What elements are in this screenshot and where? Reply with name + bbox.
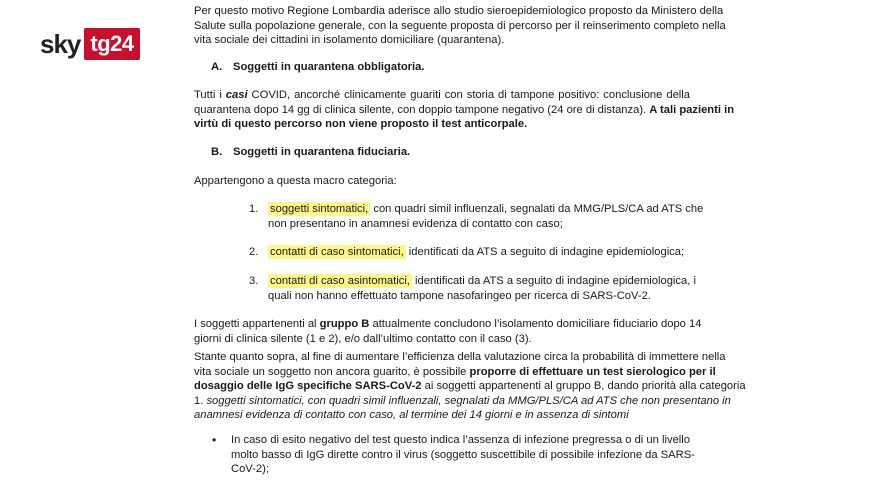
list-item-line (268, 245, 690, 260)
text: Tutti i (194, 89, 226, 101)
paragraph-line (194, 394, 731, 409)
bullet-item (231, 433, 695, 477)
text: COVID, ancorché clinicamente guariti con storia di tampone positivo: conclusione della (247, 89, 690, 101)
belong-text: Appartengono a questa macro categoria: (194, 175, 397, 187)
section-a-title: Soggetti in quarantena obbligatoria. (233, 61, 425, 73)
list-item-number: 3. (249, 275, 259, 287)
paragraph-a-line (194, 103, 735, 118)
intro-line: vita sociale dei cittadini in isolamento domiciliare (quarantena). (194, 34, 505, 46)
bullet-line: In caso di esito negativo del test questo indica l’assenza di infezione pregressa o di un livello (231, 434, 690, 446)
paragraph-line (194, 365, 716, 380)
section-b-title: Soggetti in quarantena fiduciaria. (233, 146, 411, 158)
list-item-line: non presentano in anamnesi evidenza di contatto con caso; (268, 217, 563, 230)
paragraph-line: giorni di clinica silente (1 e 2), e/o dall’ultimo contatto con il caso (3). (194, 332, 532, 345)
list-item-number: 2. (249, 246, 259, 258)
casi-emphasis: casi (225, 89, 248, 101)
list-item (268, 202, 704, 231)
section-a-letter: A. (211, 61, 223, 73)
text: quarantena dopo 14 gg di clinica silente, con doppio tampone negativo (24 ore di distanza). (194, 103, 650, 116)
text: 1. (194, 394, 207, 407)
intro-paragraph (194, 4, 726, 48)
paragraph-a-line (194, 88, 690, 103)
list-item (268, 245, 690, 260)
intro-line: Per questo motivo Regione Lombardia aderisce allo studio sieroepidemiologico proposto da Ministero della (194, 5, 724, 17)
paragraph-a-line (194, 117, 690, 132)
highlighted-text: contatti di caso asintomatici, (270, 275, 410, 287)
text: con quadri simil influenzali, segnalati da MMG/PLS/CA ad ATS che (370, 203, 704, 215)
section-b-letter: B. (211, 146, 223, 158)
text: ai soggetti appartenenti al gruppo B, dando priorità alla categoria (421, 380, 746, 392)
paragraph-line (194, 408, 690, 423)
bold-text: dosaggio delle IgG specifiche SARS-CoV-2 (194, 380, 422, 392)
list-item-line: quali non hanno effettuato tampone nasofaringeo per ricerca di SARS-CoV-2. (268, 289, 651, 302)
highlighted-text: soggetti sintomatici, (270, 203, 369, 215)
list-item-number: 1. (249, 203, 259, 215)
intro-line: Salute sulla popolazione generale, con la seguente proposta di percorso per il reinserimento completo nella (194, 19, 726, 32)
paragraph-group-b (194, 317, 702, 346)
list-item (268, 274, 696, 303)
highlighted-text: contatti di caso sintomatici, (270, 246, 404, 258)
paragraph-line: Stante quanto sopra, al fine di aumentare l’efficienza della valutazione circa la probabilità di immettere nella (194, 351, 726, 363)
bold-text: virtù di questo percorso non viene proposto il test anticorpale. (194, 118, 528, 130)
logo-tg24-text: tg24 (84, 28, 139, 60)
bullet-line: CoV-2); (231, 463, 269, 475)
bold-text: A tali pazienti in (649, 103, 735, 116)
paragraph-a (194, 88, 735, 132)
sky-tg24-logo (40, 28, 140, 60)
italic-text: anamnesi evidenza di contatto con caso, al termine dei 14 giorni e in assenza di sintomi (194, 409, 629, 421)
text: identificati da ATS a seguito di indagine epidemiologica; (405, 246, 685, 258)
logo-sky-text: sky (40, 29, 81, 59)
paragraph-stante (194, 350, 746, 423)
text: vita sociale un soggetto non ancora guarito, è possibile (194, 365, 470, 378)
bold-text: proporre di effettuare un test sierologico per il (469, 365, 716, 378)
list-item-line (268, 274, 696, 289)
bullet-icon: • (212, 433, 217, 447)
bold-text: gruppo B (319, 318, 370, 330)
text: I soggetti appartenenti al (194, 318, 320, 330)
list-item-line (268, 202, 704, 217)
paragraph-line (194, 317, 702, 332)
italic-text: soggetti sintomatici, con quadri simil influenzali, segnalati da MMG/PLS/CA ad ATS che non presentano in (206, 394, 731, 407)
paragraph-line (194, 379, 746, 394)
bullet-line: molto basso di IgG dirette contro il virus (soggetto suscettibile di possibile infezione da SARS- (231, 448, 695, 461)
text: identificati da ATS a seguito di indagine epidemiologica, i (411, 275, 696, 287)
text: attualmente concludono l’isolamento domiciliare fiduciario dopo 14 (369, 318, 702, 330)
